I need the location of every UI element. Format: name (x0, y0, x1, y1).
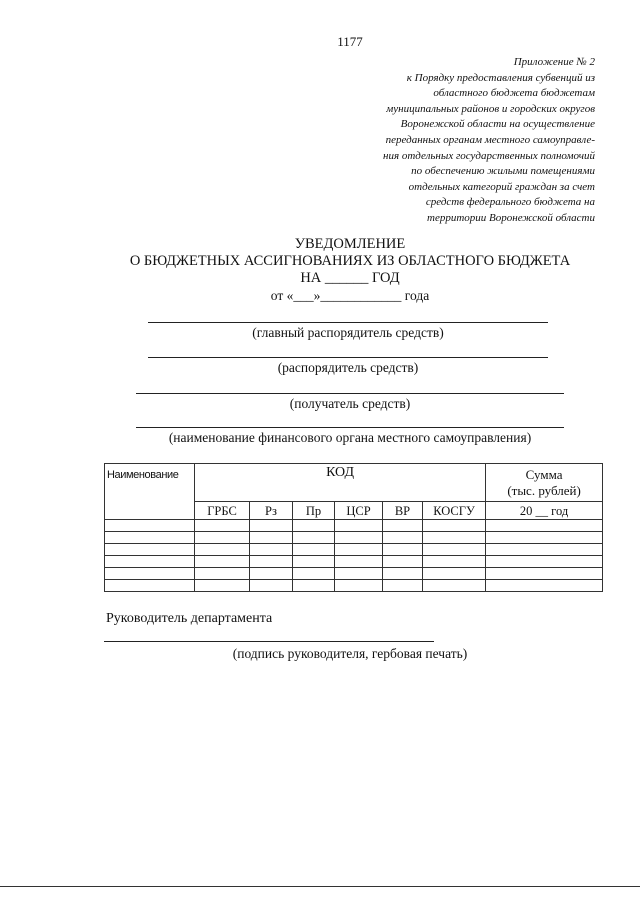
table-row (105, 532, 603, 544)
table-row (105, 556, 603, 568)
code-vr-header: ВР (383, 502, 423, 520)
sum-header-units: (тыс. рублей) (507, 482, 581, 498)
sum-column-header (486, 464, 603, 502)
appendix-line: территории Воронежской области (427, 211, 595, 224)
table-header-row (105, 464, 603, 502)
table-row (105, 544, 603, 556)
appendix-line: переданных органам местного самоуправле- (385, 133, 595, 146)
title-subject: О БЮДЖЕТНЫХ АССИГНОВАНИЯХ ИЗ ОБЛАСТНОГО БЮДЖЕТА (129, 253, 571, 269)
appendix-note (305, 55, 595, 227)
manager-caption: (распорядитель средств) (277, 360, 419, 375)
appendix-line: средств федерального бюджета на (425, 196, 595, 209)
department-head-label: Руководитель департамента (106, 611, 273, 626)
code-kosgu-header: КОСГУ (423, 502, 486, 520)
appendix-line: областного бюджета бюджетам (433, 87, 595, 100)
appendix-line: муниципальных районов и городских округов (386, 102, 595, 115)
code-column-header: КОД (195, 464, 486, 502)
manager-line (148, 357, 548, 358)
year-header: 20 __ год (486, 502, 603, 520)
finance-body-caption: (наименование финансового органа местного самоуправления) (168, 430, 532, 445)
appendix-line: отдельных категорий граждан за счет (408, 180, 595, 193)
head-signature-line (104, 641, 434, 642)
code-grbs-header: ГРБС (195, 502, 250, 520)
recipient-line (136, 393, 564, 394)
appendix-line: к Порядку предоставления субвенций из (406, 71, 595, 84)
chief-manager-caption: (главный распорядитель средств) (252, 325, 444, 340)
title-notice: УВЕДОМЛЕНИЕ (294, 236, 406, 252)
sum-header-title: Сумма (525, 466, 563, 482)
appendix-line: ния отдельных государственных полномочий (383, 149, 595, 162)
appendix-line: Приложение № 2 (513, 56, 595, 68)
table-row (105, 520, 603, 532)
chief-manager-line (148, 322, 548, 323)
page-bottom-rule (0, 886, 640, 887)
page-number: 1177 (337, 34, 363, 49)
code-rz-header: Рз (250, 502, 293, 520)
code-csr-header: ЦСР (335, 502, 383, 520)
head-signature-caption: (подпись руководителя, гербовая печать) (232, 646, 468, 661)
document-title (0, 236, 640, 304)
appendix-line: Воронежской области на осуществление (400, 118, 595, 131)
table-row (105, 568, 603, 580)
name-column-header: Наименование (105, 464, 195, 520)
title-date: от «___»____________ года (270, 288, 430, 303)
code-pr-header: Пр (293, 502, 335, 520)
table-row (105, 580, 603, 592)
recipient-caption: (получатель средств) (289, 396, 411, 411)
title-year: НА ______ ГОД (300, 270, 400, 286)
allocation-table (104, 463, 603, 592)
appendix-line: по обеспечению жилыми помещениями (411, 165, 595, 178)
finance-body-line (136, 427, 564, 428)
